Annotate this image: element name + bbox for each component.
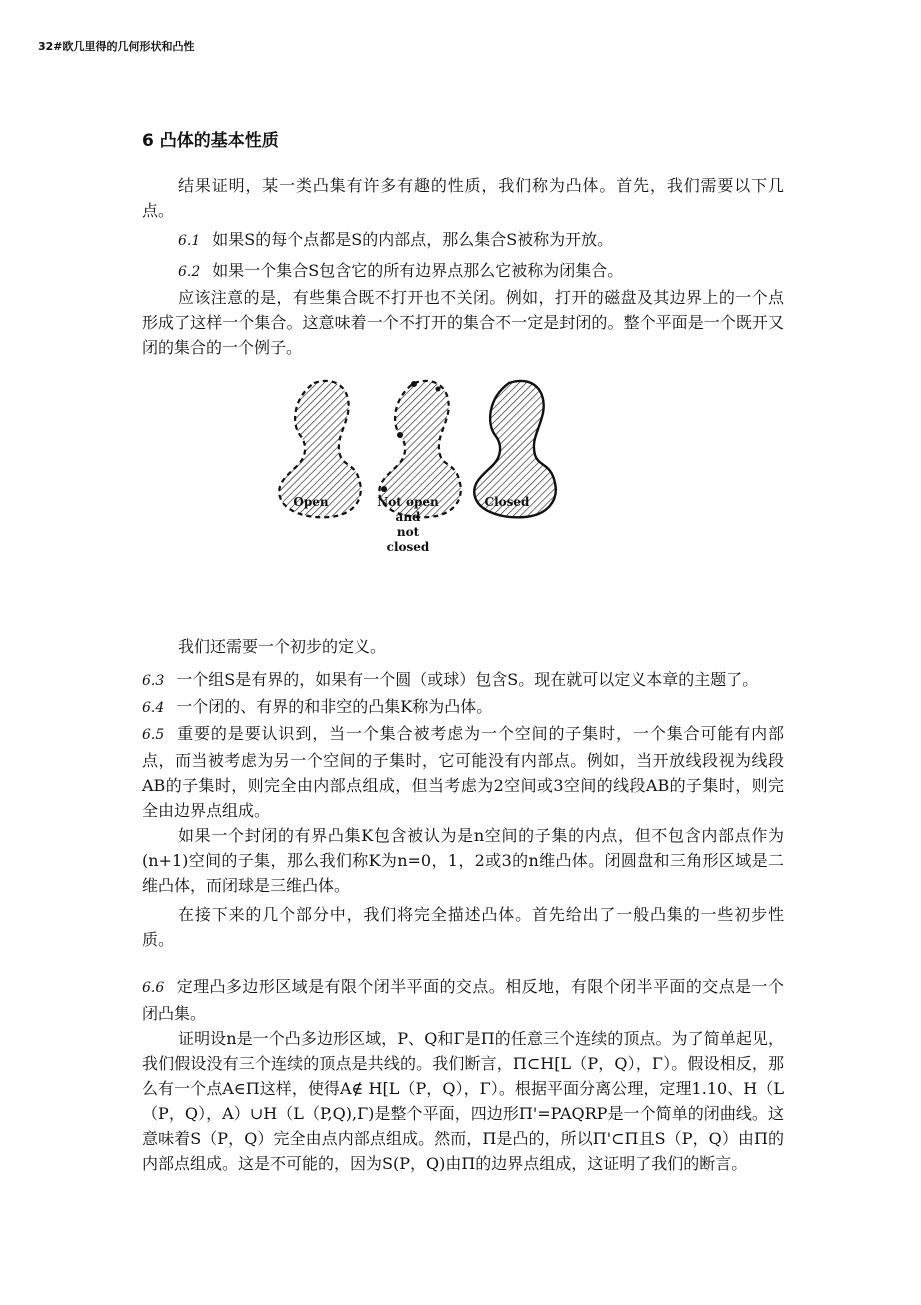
item-number: 6.5	[142, 727, 165, 743]
caption-neither	[374, 495, 442, 555]
figure-drawing	[142, 376, 784, 612]
definition-6-3	[142, 667, 784, 694]
prelim-paragraph: 我们还需要一个初步的定义。	[178, 637, 387, 656]
n-dimensional-paragraph: 如果一个封闭的有界凸集K包含被认为是n空间的子集的内点，但不包含内部点作为(n+1)空间的子集，那么我们称K为n=0，1，2或3的n维凸体。闭圆盘和三角形区域是二维凸体，而闭球是三维凸体。	[142, 826, 784, 895]
intro-paragraph: 结果证明，某一类凸集有许多有趣的性质，我们称为凸体。首先，我们需要以下几点。	[142, 176, 784, 220]
remark-text: 重要的是要认识到，当一个集合被考虑为一个空间的子集时，一个集合可能有内部点，而当被考虑为另一个空间的子集时，它可能没有内部点。例如，当开放线段视为线段AB的子集时，则完全由内部点组成，但当考虑为2空间或3空间的线段AB的子集时，则完全由边界点组成。	[142, 724, 784, 820]
item-number: 6.2	[178, 264, 201, 280]
theorem-6-6	[142, 974, 784, 1026]
definition-6-4	[142, 694, 784, 721]
definition-text: 如果一个集合S包含它的所有边界点那么它被称为闭集合。	[212, 261, 624, 280]
proof-paragraph: 证明设n是一个凸多边形区域，P、Q和Γ是Π的任意三个连续的顶点。为了简单起见，我们假设没有三个连续的顶点是共线的。我们断言，Π⊂H[L（P，Q），Γ）。假设相反，那么有一个点A∈Π这样，使得A∉ H[L（P，Q），Γ）。根据平面分离公理，定理1.10、H（L（P，Q），A）∪H（L（P,Q),Γ)是整个平面，四边形Π'=PAQRP是一个简单的闭曲线。这意味着S（P，Q）完全由点内部点组成。然而，Π是凸的，所以Π'⊂Π且S（P，Q）由Π的内部点组成。这是不可能的，因为S(P，Q)由Π的边界点组成，这证明了我们的断言。	[142, 1029, 784, 1173]
item-number: 6.6	[142, 980, 165, 996]
caption-line: and	[395, 510, 421, 524]
open-closed-figure	[142, 376, 784, 612]
item-number: 6.3	[142, 673, 165, 689]
definition-6-1	[142, 227, 784, 254]
caption-line: not closed	[386, 525, 430, 554]
definition-6-2	[142, 258, 784, 285]
caption-closed: Closed	[484, 495, 530, 509]
caption-open: Open	[293, 495, 329, 509]
theorem-text: 定理凸多边形区域是有限个闭半平面的交点。相反地，有限个闭半平面的交点是一个闭凸集。	[142, 977, 784, 1023]
note-paragraph: 应该注意的是，有些集合既不打开也不关闭。例如，打开的磁盘及其边界上的一个点形成了这样一个集合。这意味着一个不打开的集合不一定是封闭的。整个平面是一个既开又闭的集合的一个例子。	[142, 288, 784, 357]
definition-text: 如果S的每个点都是S的内部点，那么集合S被称为开放。	[212, 230, 614, 249]
item-number: 6.4	[142, 700, 165, 716]
page-content	[142, 126, 784, 1176]
next-sections-paragraph: 在接下来的几个部分中，我们将完全描述凸体。首先给出了一般凸集的一些初步性质。	[142, 905, 784, 949]
definition-text: 一个组S是有界的，如果有一个圆（或球）包含S。现在就可以定义本章的主题了。	[176, 670, 759, 689]
remark-6-5	[142, 721, 784, 823]
definition-text: 一个闭的、有界的和非空的凸集K称为凸体。	[176, 697, 493, 716]
caption-line: Not open	[377, 495, 439, 509]
running-header: 32#欧几里得的几何形状和凸性	[38, 40, 195, 53]
item-number: 6.1	[178, 233, 201, 249]
section-title: 6 凸体的基本性质	[142, 131, 279, 151]
